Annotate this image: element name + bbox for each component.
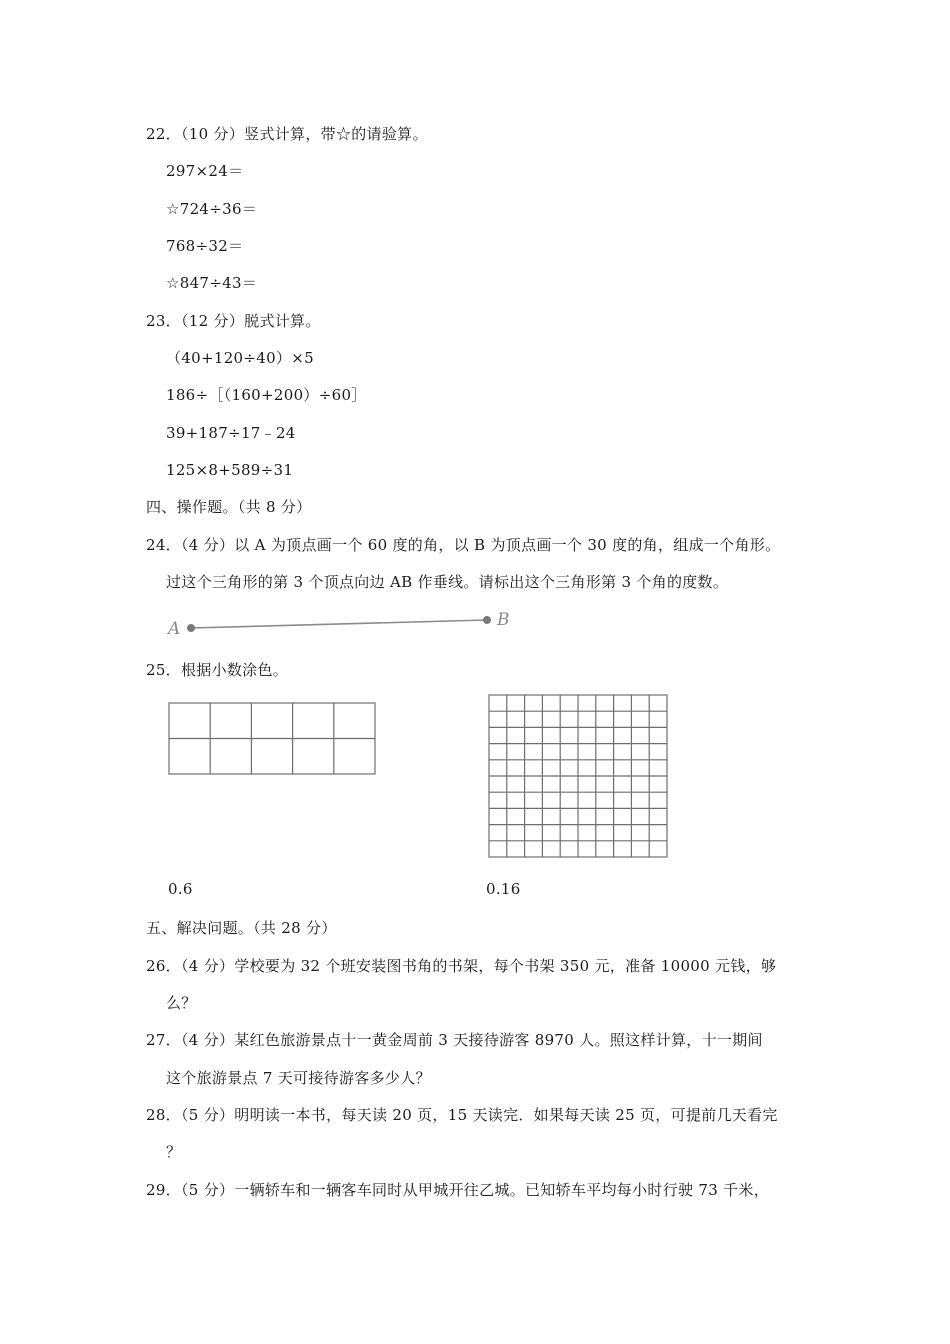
q22-item-2: ☆724÷36＝ [166,200,258,218]
section-5-heading: 五、解决问题。（共 28 分） [146,919,337,937]
q23-title: 23．（12 分）脱式计算。 [146,312,321,330]
q29-line-1: 29．（5 分）一辆轿车和一辆客车同时从甲城开往乙城。已知轿车平均每小时行驶 73 千米， [146,1181,770,1199]
q28-line-2: ？ [166,1143,182,1161]
q24-line-1: 24．（4 分）以 A 为顶点画一个 60 度的角，以 B 为顶点画一个 30 度的角，组成一个角形。 [146,536,781,554]
q26-line-2: 么？ [166,994,197,1012]
q27-line-2: 这个旅游景点 7 天可接待游客多少人？ [166,1069,431,1087]
q28-line-1: 28．（5 分）明明读一本书，每天读 20 页，15 天读完．如果每天读 25 页，可提前几天看完 [146,1106,778,1124]
point-a-label: A [168,619,181,639]
q25-title: 25．根据小数涂色。 [146,661,289,679]
q25-left-value: 0.6 [168,880,193,898]
q22-item-3: 768÷32＝ [166,237,244,255]
q23-item-4: 125×8+589÷31 [166,461,294,479]
q23-item-2: 186÷［（160+200）÷60］ [166,386,367,404]
q23-item-1: （40+120÷40）×5 [166,349,314,367]
q25-right-value: 0.16 [486,880,521,898]
q26-line-1: 26．（4 分）学校要为 32 个班安装图书角的书架，每个书架 350 元，准备 10000 元钱，够 [146,957,777,975]
q22-title: 22．（10 分）竖式计算，带☆的请验算。 [146,125,428,143]
q22-item-4: ☆847÷43＝ [166,274,258,292]
q23-item-3: 39+187÷17﹣24 [166,424,296,442]
q24-line-2: 过这个三角形的第 3 个顶点向边 AB 作垂线。请标出这个三角形第 3 个角的度数。 [166,573,729,591]
q22-item-1: 297×24＝ [166,162,244,180]
section-4-heading: 四、操作题。（共 8 分） [146,498,312,516]
point-b-label: B [497,610,510,630]
q27-line-1: 27．（4 分）某红色旅游景点十一黄金周前 3 天接待游客 8970 人。照这样计算，十一期间 [146,1031,763,1049]
